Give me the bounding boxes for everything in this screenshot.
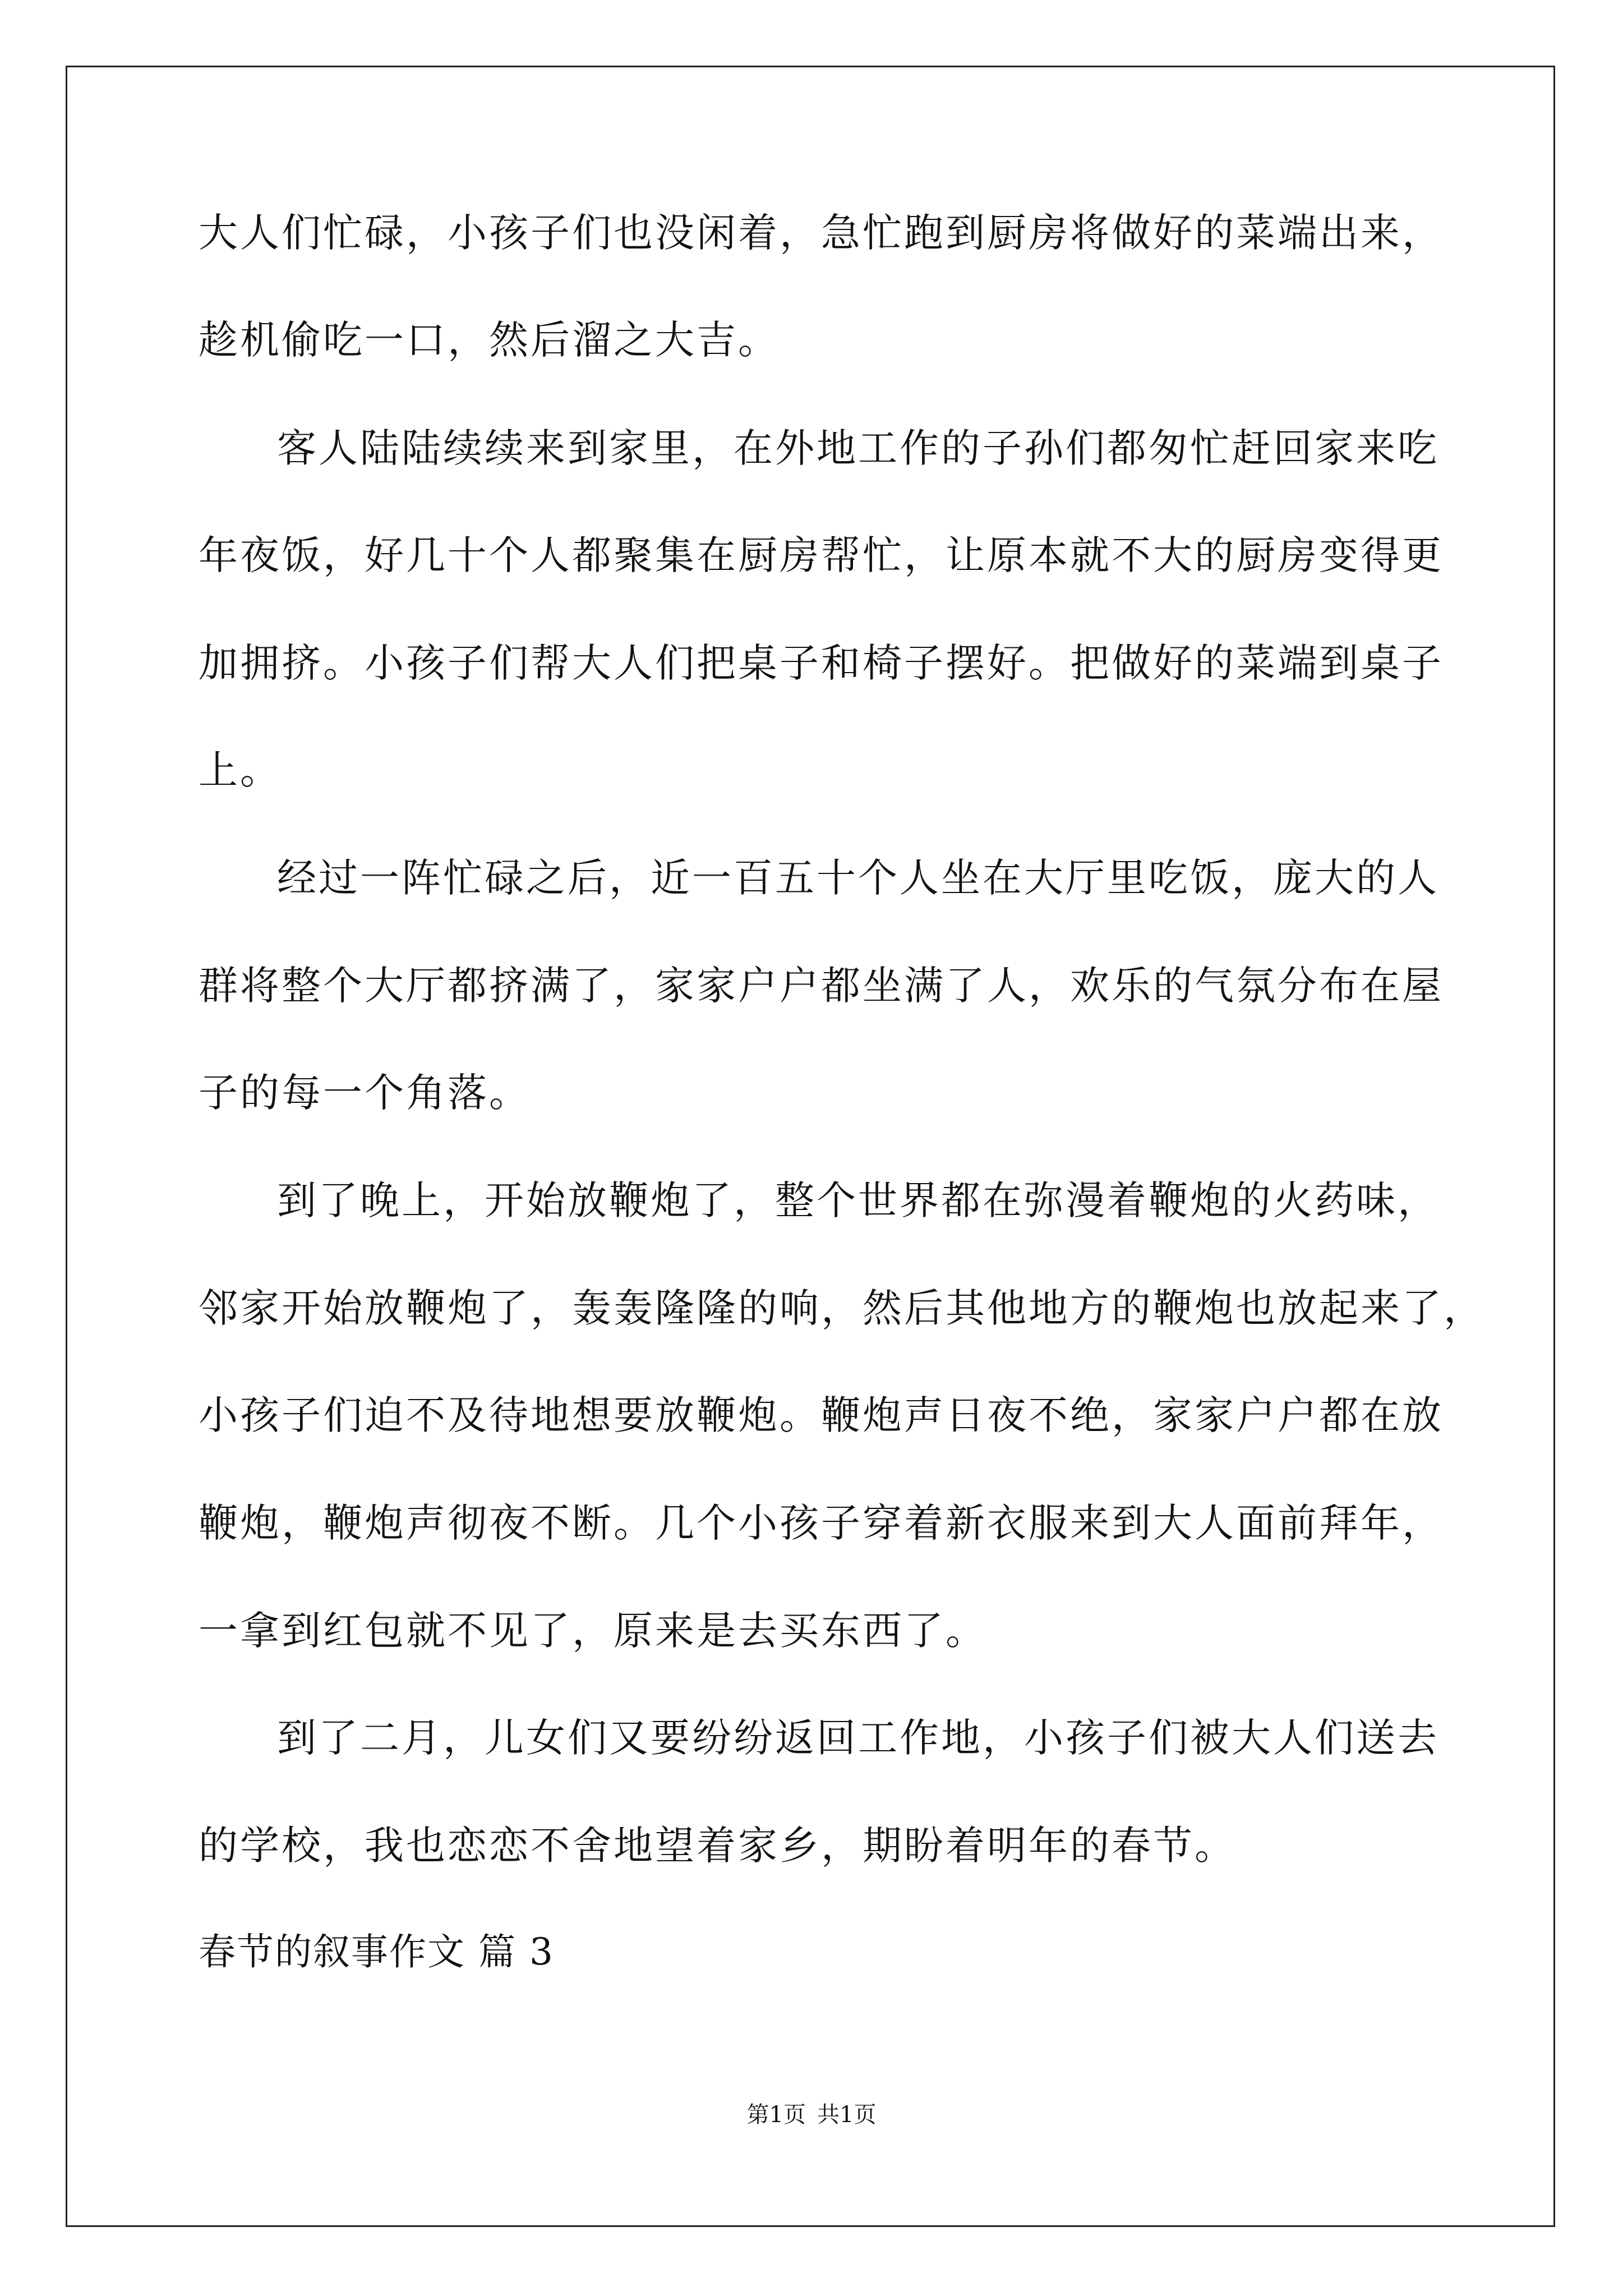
paragraph-1-line-2: 趁机偷吃一口，然后溜之大吉。 xyxy=(199,317,780,363)
paragraph-4-line-1: 到了晚上，开始放鞭炮了，整个世界都在弥漫着鞭炮的火药味， xyxy=(277,1177,1439,1223)
paragraph-5-line-2: 的学校，我也恋恋不舍地望着家乡，期盼着明年的春节。 xyxy=(199,1823,1236,1869)
paragraph-1-line-1: 大人们忙碌，小孩子们也没闲着，急忙跑到厨房将做好的菜端出来， xyxy=(199,210,1444,256)
paragraph-3-line-2: 群将整个大厅都挤满了，家家户户都坐满了人，欢乐的气氛分布在屋 xyxy=(199,963,1444,1009)
paragraph-4-line-4: 鞭炮，鞭炮声彻夜不断。几个小孩子穿着新衣服来到大人面前拜年， xyxy=(199,1500,1444,1546)
paragraph-2-line-2: 年夜饭，好几十个人都聚集在厨房帮忙，让原本就不大的厨房变得更 xyxy=(199,532,1444,578)
paragraph-2-line-3: 加拥挤。小孩子们帮大人们把桌子和椅子摆好。把做好的菜端到桌子 xyxy=(199,640,1444,686)
paragraph-4-line-5: 一拿到红包就不见了，原来是去买东西了。 xyxy=(199,1608,987,1654)
paragraph-2-line-1: 客人陆陆续续来到家里，在外地工作的子孙们都匆忙赶回家来吃 xyxy=(277,425,1439,471)
paragraph-3-line-1: 经过一阵忙碌之后，近一百五十个人坐在大厅里吃饭，庞大的人 xyxy=(277,855,1439,901)
paragraph-5-line-1: 到了二月，儿女们又要纷纷返回工作地，小孩子们被大人们送去 xyxy=(277,1715,1439,1761)
paragraph-2-line-4: 上。 xyxy=(199,747,282,793)
page-total: 共1页 xyxy=(817,2102,877,2128)
section-heading: 春节的叙事作文 篇 3 xyxy=(199,1930,554,1973)
page-footer xyxy=(0,2099,1623,2131)
page-number: 第1页 xyxy=(746,2102,806,2128)
paragraph-3-line-3: 子的每一个角落。 xyxy=(199,1070,531,1116)
paragraph-4-line-3: 小孩子们迫不及待地想要放鞭炮。鞭炮声日夜不绝，家家户户都在放 xyxy=(199,1392,1444,1438)
page-border xyxy=(66,66,1555,2227)
paragraph-4-line-2: 邻家开始放鞭炮了，轰轰隆隆的响，然后其他地方的鞭炮也放起来了， xyxy=(199,1285,1485,1331)
